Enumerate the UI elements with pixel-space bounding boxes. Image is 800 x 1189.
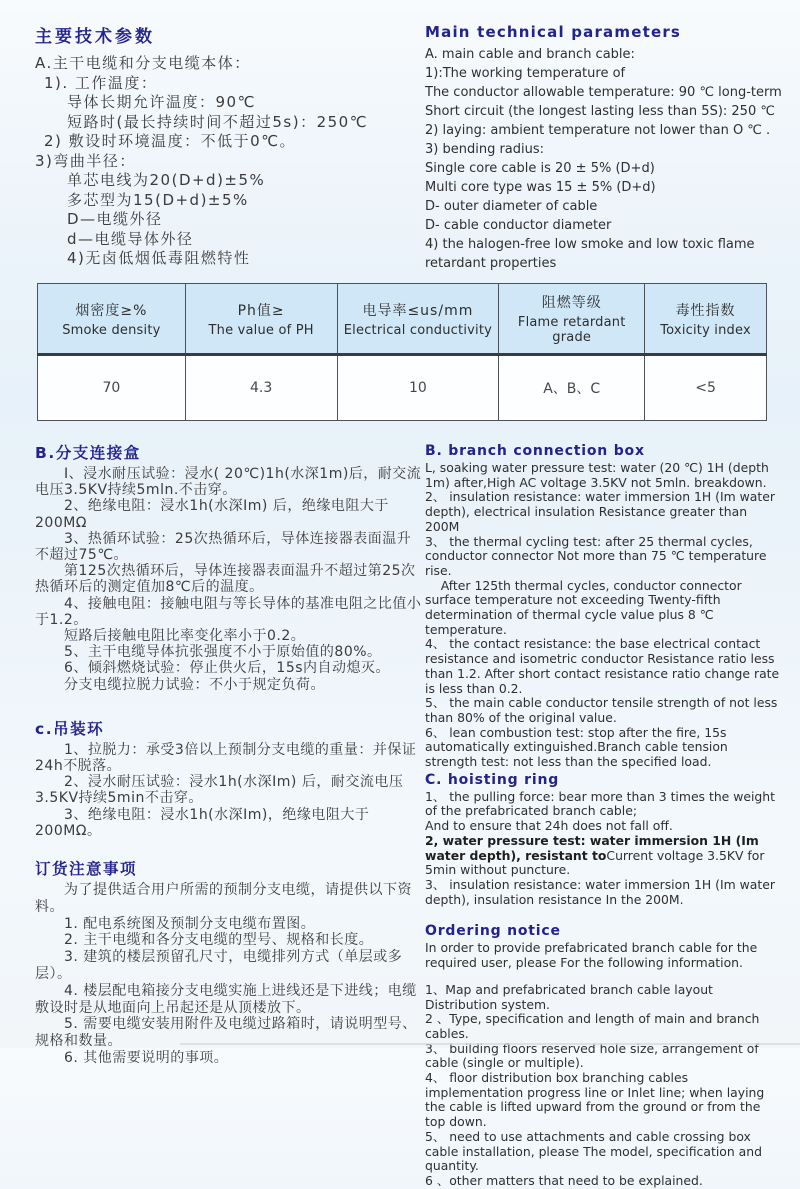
header-ph-value-en: The value of PH xyxy=(208,322,314,338)
en-paragraph: 5、 the main cable conductor tensile strength of not less than 80% of the original value. xyxy=(425,695,778,725)
main-params-title-cn: 主要技术参数 xyxy=(35,27,155,47)
en-param-line: The conductor allowable temperature: 90 ℃ long-term xyxy=(425,85,782,100)
cn-paragraph: 3. 建筑的楼层预留孔尺寸，电缆排列方式（单层或多层）。 xyxy=(35,949,403,983)
bottom-sections xyxy=(35,441,782,1189)
en-param-line: Short circuit (the longest lasting less than 5S): 250 ℃ xyxy=(425,104,775,119)
en-param-line: retardant properties xyxy=(425,256,557,271)
en-ordering-item: 6 、other matters that need to be explained. xyxy=(425,1172,703,1188)
en-paragraph: L, soaking water pressure test: water (20 ℃) 1H (depth 1m) after,High AC voltage 3.5KV not 5mln. breakdown. xyxy=(425,460,769,490)
cn-param-line: 4)无卤低烟低毒阻燃特性 xyxy=(67,249,251,267)
main-params-title-en: Main technical parameters xyxy=(425,23,682,41)
cn-paragraph: 为了提供适合用户所需的预制分支电缆，请提供以下资料。 xyxy=(35,882,412,915)
en-param-line: A. main cable and branch cable: xyxy=(425,47,635,62)
en-paragraph: 3、 insulation resistance: water immersion 1H (Im water depth), insulation resistance In the 200M. xyxy=(425,876,775,907)
cn-paragraph: 2. 主干电缆和各分支电缆的型号、规格和长度。 xyxy=(35,932,374,949)
top-sections xyxy=(35,22,782,273)
hoisting-ring-paragraphs-en xyxy=(425,790,782,908)
header-smoke-density-cn: 烟密度≥% xyxy=(75,302,148,319)
table-header-smoke-density xyxy=(38,284,186,355)
cn-param-line: D—电缆外径 xyxy=(67,210,163,228)
cn-paragraph: 5、主干电缆导体抗张强度不小于原始值的80%。 xyxy=(35,644,382,661)
en-paragraph: 1、 the pulling force: bear more than 3 times the weight of the prefabricated branch cable; xyxy=(425,788,776,819)
cn-paragraph: 4、接触电阻：接触电阻与等长导体的基准电阻之比值小于1.2。 xyxy=(35,595,422,628)
en-ordering-item: 5、 need to use attachments and cable crossing box cable installation, please The model, specification and quantity. xyxy=(425,1128,762,1174)
cn-param-line: 单芯电线为20(D+d)±5% xyxy=(67,171,266,189)
en-paragraph: 2、 insulation resistance: water immersion 1H (Im water depth), electrical insulation Resistance greater than 200M xyxy=(425,489,775,534)
ordering-notice-en xyxy=(425,941,782,970)
en-ordering-item: 3、 building floors reserved hole size, arrangement of cable (single or multiple). xyxy=(425,1040,759,1071)
header-ph-value-cn: Ph值≥ xyxy=(237,302,285,319)
header-smoke-density-en: Smoke density xyxy=(62,322,161,338)
ordering-intro-en: In order to provide prefabricated branch cable for the required user, please For the following information. xyxy=(425,940,758,971)
table-header-toxicity-index xyxy=(645,284,767,355)
main-params-lines-en xyxy=(425,45,782,273)
header-toxicity-index-cn: 毒性指数 xyxy=(675,302,736,319)
cn-param-line: 导体长期允许温度：90℃ xyxy=(67,93,256,111)
ordering-notice-items-en xyxy=(425,983,782,1189)
en-paragraph-rest: Current voltage 3.5KV for 5min without puncture. xyxy=(425,847,765,878)
main-params-section-en xyxy=(425,22,782,273)
cn-paragraph: 1. 配电系统图及预制分支电缆布置图。 xyxy=(35,915,316,932)
cn-param-line: 1). 工作温度： xyxy=(44,73,158,92)
cn-paragraph: 4. 楼层配电箱接分支电缆实施上进线还是下进线；电缆敷设时是从地面向上吊起还是从顶楼放下。 xyxy=(35,982,417,1016)
en-param-line: D- cable conductor diameter xyxy=(425,218,612,233)
table-header-row xyxy=(38,284,767,355)
cn-paragraph: 5. 需要电缆安装用附件及电缆过路箱时，请说明型号、规格和数量。 xyxy=(35,1016,417,1050)
hoisting-ring-title-en: C. hoisting ring xyxy=(425,771,560,788)
header-toxicity-index-en: Toxicity index xyxy=(660,322,751,338)
cn-paragraph: 2、绝缘电阻：浸水1h(水深Im) 后，绝缘电阻大于200MΩ xyxy=(35,498,389,531)
value-smoke-density: 70 xyxy=(38,355,186,421)
cn-paragraph: 3、绝缘电阻：浸水1h(水深Im)，绝缘电阻大于200MΩ。 xyxy=(35,806,370,839)
en-ordering-item: 2 、Type, specification and length of main and branch cables. xyxy=(425,1011,760,1041)
table-header-ph-value xyxy=(185,284,337,355)
en-param-line: 4) the halogen-free low smoke and low toxic flame xyxy=(425,237,755,252)
ordering-notice-title-en: Ordering notice xyxy=(425,923,561,940)
table-header-flame-retardant-grade xyxy=(499,284,645,355)
en-paragraph: After 125th thermal cycles, conductor connector surface temperature not exceeding Twenty-fifth determination of thermal cycle value plus 8 ℃ temperature. xyxy=(425,577,742,637)
en-paragraph: 4、 the contact resistance: the base electrical contact resistance and isometric conductor Resistance ratio less than 1.2. After short contact resistance ratio change rate is less than 0.2. xyxy=(425,636,780,696)
header-electrical-conductivity-cn: 电导率≤us/mm xyxy=(362,302,474,319)
header-flame-retardant-grade-en: Flame retardant grade xyxy=(517,315,626,345)
table-header-electrical-conductivity xyxy=(337,284,499,355)
cn-paragraph: 6. 其他需要说明的事项。 xyxy=(35,1050,229,1067)
en-param-line: 2) laying: ambient temperature not lower than O ℃ . xyxy=(425,123,771,138)
en-paragraph-mixed xyxy=(425,834,782,878)
hoisting-ring-title-cn: c.吊装环 xyxy=(35,719,105,738)
hoisting-ring-paragraphs-cn xyxy=(35,742,425,839)
bottom-column-en xyxy=(425,441,782,1189)
cn-paragraph: 6、倾斜燃烧试验：停止供火后，15s内自动熄灭。 xyxy=(35,660,391,677)
cn-param-line: 3)弯曲半径： xyxy=(35,151,136,170)
cn-param-line: 多芯型为15(D+d)±5% xyxy=(67,190,249,209)
ordering-notice-title-cn: 订货注意事项 xyxy=(35,860,138,879)
branch-box-title-cn: B.分支连接盒 xyxy=(35,444,141,462)
cn-param-line: 2) 敷设时环境温度：不低于0℃。 xyxy=(44,132,297,150)
ordering-notice-paragraphs-cn xyxy=(35,882,425,1067)
branch-box-title-en: B. branch connection box xyxy=(425,443,645,459)
en-bold-lead: 2, water pressure test: water immersion 1H (Im water depth), resistant to xyxy=(425,832,759,863)
en-param-line: 1):The working temperature of xyxy=(425,66,626,81)
en-paragraph: 6、 lean combustion test: stop after the fire, 15s automatically extinguished.Branch cable tension strength test: not less than the specified load. xyxy=(425,724,728,770)
cn-param-line: A.主干电缆和分支电缆本体： xyxy=(35,54,251,72)
cn-paragraph: I、浸水耐压试验：浸水( 20℃)1h(水深1m)后，耐交流电压3.5KV持续5mln.不击穿。 xyxy=(35,466,422,499)
branch-box-paragraphs-cn xyxy=(35,466,425,693)
en-paragraph: 3、 the thermal cycling test: after 25 thermal cycles, conductor connector Not more than 75 ℃ temperature rise. xyxy=(425,533,767,578)
branch-box-paragraphs-en xyxy=(425,461,782,770)
header-flame-retardant-grade-cn: 阻燃等级 xyxy=(541,295,602,311)
bottom-column-cn xyxy=(35,441,425,1189)
main-params-lines-cn xyxy=(35,54,425,269)
en-ordering-item: 4、 floor distribution box branching cables implementation progress line or Inlet line; when laying the cable is lifted upward from the ground or from the top down. xyxy=(425,1070,765,1130)
table-value-row xyxy=(38,355,767,421)
value-toxicity-index: <5 xyxy=(645,355,767,421)
parameters-table xyxy=(37,283,767,421)
en-param-line: Multi core type was 15 ± 5% (D+d) xyxy=(425,180,656,195)
en-ordering-item: 1、Map and prefabricated branch cable layout Distribution system. xyxy=(425,981,713,1012)
en-param-line: D- outer diameter of cable xyxy=(425,199,598,214)
cn-param-line: 短路时(最长持续时间不超过5s)：250℃ xyxy=(67,112,369,131)
main-params-section-cn xyxy=(35,22,425,273)
value-flame-retardant-grade: A、B、C xyxy=(499,355,645,421)
en-param-line: 3) bending radius: xyxy=(425,142,545,157)
cn-paragraph: 分支电缆拉脱力试验：不小于规定负荷。 xyxy=(35,676,325,693)
value-ph: 4.3 xyxy=(185,355,337,421)
value-electrical-conductivity: 10 xyxy=(337,355,499,421)
en-paragraph: And to ensure that 24h does not fall off. xyxy=(425,818,673,834)
cn-paragraph: 第125次热循环后，导体连接器表面温升不超过第25次热循环后的测定值加8℃后的温度。 xyxy=(35,563,416,596)
cn-param-line: d—电缆导体外径 xyxy=(67,229,194,248)
cn-paragraph: 3、热循环试验：25次热循环后，导体连接器表面温升不超过75℃。 xyxy=(35,530,412,564)
cn-paragraph: 1、拉脱力：承受3倍以上预制分支电缆的重量：并保证24h不脱落。 xyxy=(35,741,417,775)
cn-paragraph: 短路后接触电阻比率变化率小于0.2。 xyxy=(35,628,306,645)
en-param-line: Single core cable is 20 ± 5% (D+d) xyxy=(425,161,655,176)
cn-paragraph: 2、浸水耐压试验：浸水1h(水深Im) 后，耐交流电压3.5KV持续5min不击穿。 xyxy=(35,774,404,807)
header-electrical-conductivity-en: Electrical conductivity xyxy=(343,322,493,338)
